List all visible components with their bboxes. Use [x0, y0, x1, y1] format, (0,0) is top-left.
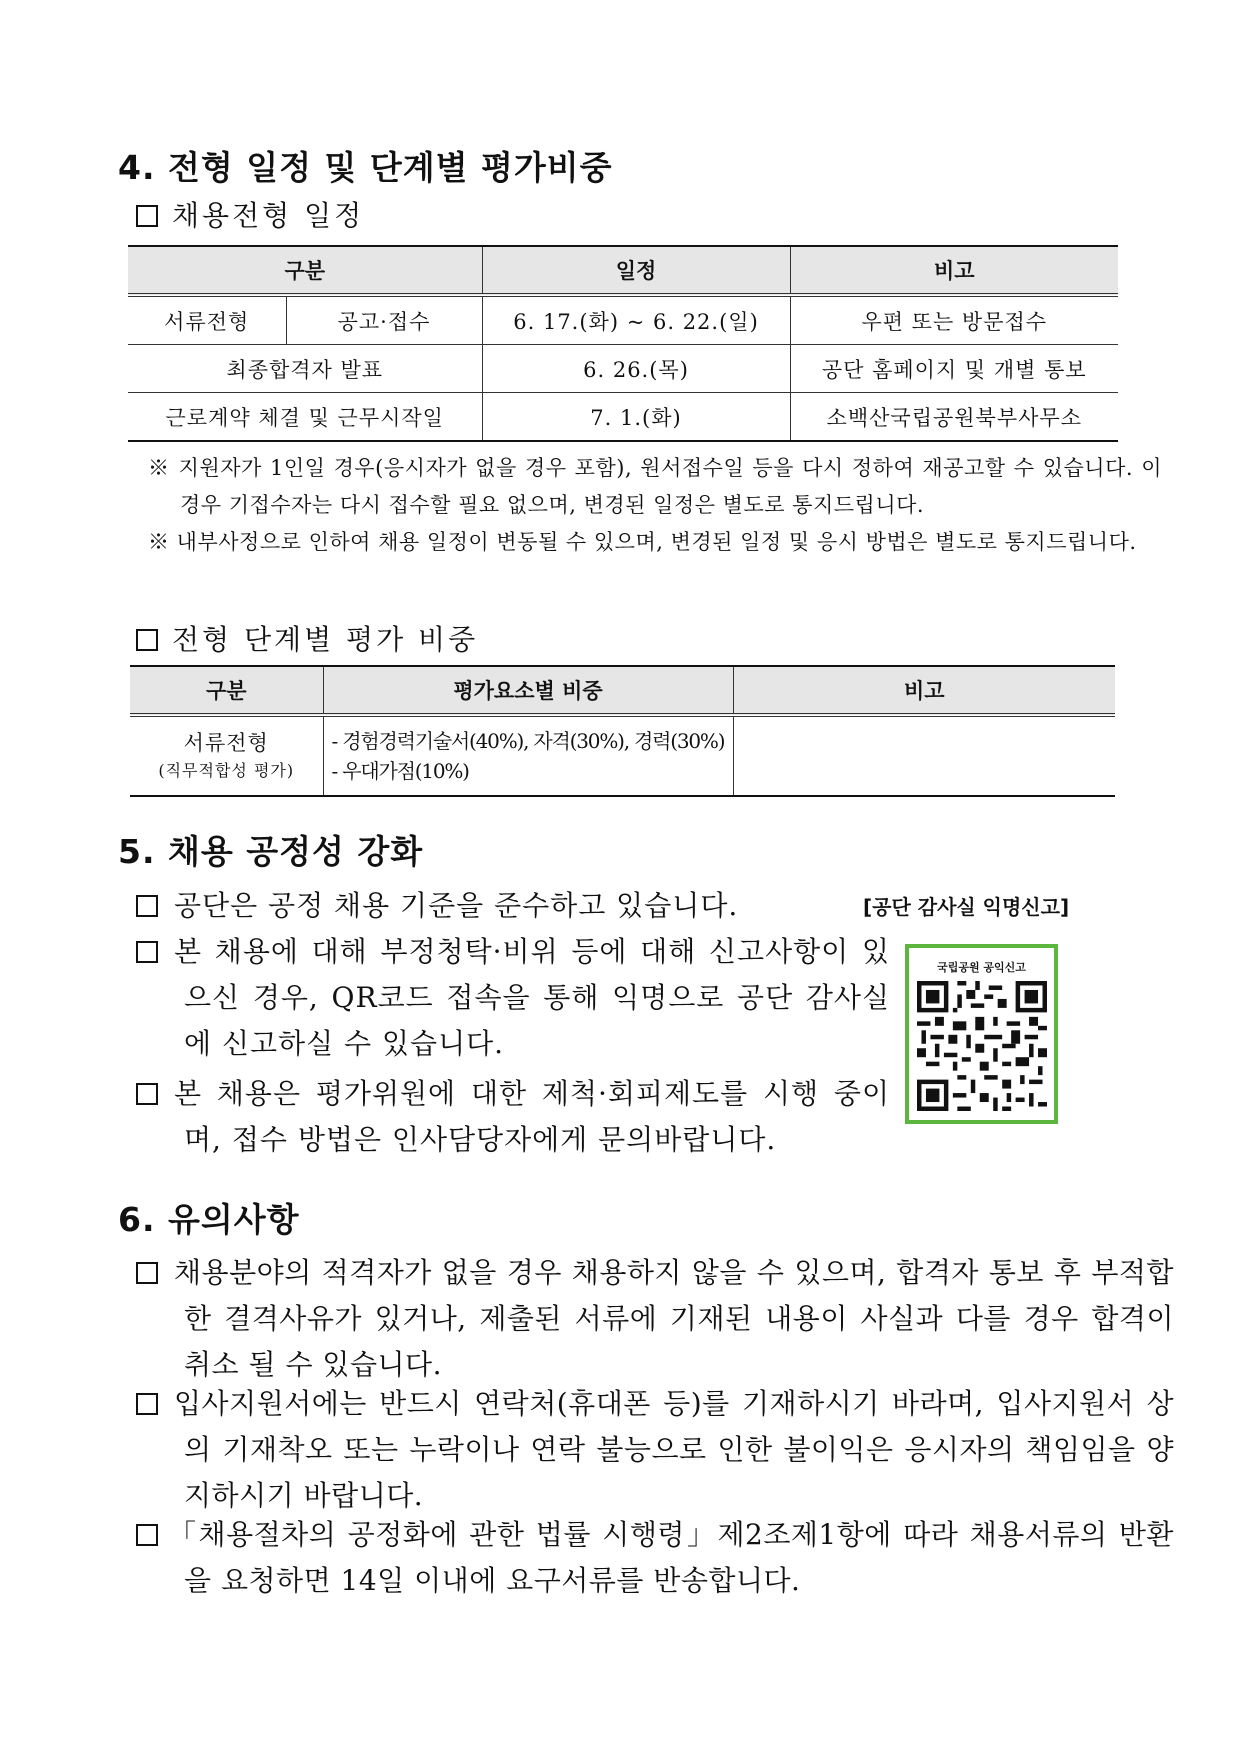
list-item-text: 채용분야의 적격자가 없을 경우 채용하지 않을 수 있으며, 합격자 통보 후 부적합한 결격사유가 있거나, 제출된 서류에 기재된 내용이 사실과 다를 경우 합격이 취소 될 수 있습니다.	[174, 1256, 1174, 1381]
list-item-text: 공단은 공정 채용 기준을 준수하고 있습니다.	[174, 889, 739, 922]
qr-label: [공단 감사실 익명신고]	[863, 895, 1070, 919]
weight-item: - 우대가점(10%)	[331, 759, 469, 783]
checkbox-icon	[136, 1524, 158, 1546]
table-cell	[733, 715, 1115, 796]
qr-report-card[interactable]	[905, 944, 1058, 1124]
list-item	[136, 1071, 890, 1163]
note-1: ※ 지원자가 1인일 경우(응시자가 없을 경우 포함), 원서접수일 등을 다시 정하여 재공고할 수 있습니다. 이 경우 기접수자는 다시 접수할 필요 없으며, 변경된 일정은 별도로 통지드립니다.	[148, 456, 1162, 517]
section-6-title: 6. 유의사항	[118, 1200, 300, 1239]
stage-label: 서류전형	[183, 731, 269, 755]
list-item	[136, 1381, 1174, 1519]
table-cell: 우편 또는 방문접수	[790, 295, 1118, 345]
qr-code-icon[interactable]	[917, 981, 1047, 1111]
table-cell: 공단 홈페이지 및 개별 통보	[790, 345, 1118, 393]
table-cell	[130, 715, 323, 796]
header-cell: 비고	[733, 666, 1115, 715]
checkbox-icon	[136, 1262, 158, 1284]
list-item	[136, 1512, 1174, 1604]
list-item-text: 「채용절차의 공정화에 관한 법률 시행령」제2조제1항에 따라 채용서류의 반환을 요청하면 14일 이내에 요구서류를 반송합니다.	[166, 1518, 1174, 1597]
table-row	[128, 393, 1118, 442]
checkbox-icon	[136, 941, 158, 963]
schedule-heading-text: 채용전형 일정	[172, 199, 365, 232]
header-cell: 구분	[130, 666, 323, 715]
header-cell: 일정	[482, 246, 790, 295]
table-cell: 서류전형	[128, 295, 286, 345]
table-cell: 6. 26.(목)	[482, 345, 790, 393]
table-cell: 7. 1.(화)	[482, 393, 790, 442]
stage-detail: (직무적합성 평가)	[158, 761, 295, 780]
checkbox-icon	[136, 1393, 158, 1415]
checkbox-icon	[136, 629, 158, 651]
table-cell	[323, 715, 733, 796]
list-item	[136, 929, 890, 1067]
table-cell: 공고·접수	[286, 295, 482, 345]
list-item	[136, 883, 890, 929]
note-2: ※ 내부사정으로 인하여 채용 일정이 변동될 수 있으며, 변경된 일정 및 응시 방법은 별도로 통지드립니다.	[148, 530, 1137, 554]
table-row	[128, 345, 1118, 393]
qr-caption: 국립공원 공익신고	[937, 961, 1026, 974]
list-item-text: 입사지원서에는 반드시 연락처(휴대폰 등)를 기재하시기 바라며, 입사지원서 상의 기재착오 또는 누락이나 연락 불능으로 인한 불이익은 응시자의 책임임을 양지하시기 바랍니다.	[174, 1387, 1174, 1512]
checkbox-icon	[136, 1083, 158, 1105]
header-cell: 구분	[128, 246, 482, 295]
checkbox-icon	[136, 895, 158, 917]
weight-heading-text: 전형 단계별 평가 비중	[172, 623, 479, 656]
list-item-text: 본 채용은 평가위원에 대한 제척·회피제도를 시행 중이며, 접수 방법은 인사담당자에게 문의바랍니다.	[174, 1077, 890, 1156]
table-header-row	[128, 246, 1118, 295]
schedule-heading	[136, 194, 364, 234]
list-item	[136, 1250, 1174, 1388]
table-cell: 소백산국립공원북부사무소	[790, 393, 1118, 442]
table-cell: 6. 17.(화) ~ 6. 22.(일)	[482, 295, 790, 345]
table-header-row	[130, 666, 1115, 715]
header-cell: 비고	[790, 246, 1118, 295]
section-5-title: 5. 채용 공정성 강화	[118, 832, 424, 871]
weight-item: - 경험경력기술서(40%), 자격(30%), 경력(30%)	[331, 729, 725, 753]
schedule-table	[128, 245, 1118, 442]
table-cell: 최종합격자 발표	[128, 345, 482, 393]
table-row	[130, 715, 1115, 796]
table-row	[128, 295, 1118, 345]
section-4-title: 4. 전형 일정 및 단계별 평가비중	[118, 148, 613, 187]
weight-table	[130, 665, 1115, 797]
weight-heading	[136, 618, 478, 658]
table-cell: 근로계약 체결 및 근무시작일	[128, 393, 482, 442]
header-cell: 평가요소별 비중	[323, 666, 733, 715]
checkbox-icon	[136, 205, 158, 227]
list-item-text: 본 채용에 대해 부정청탁·비위 등에 대해 신고사항이 있으신 경우, QR코드 접속을 통해 익명으로 공단 감사실에 신고하실 수 있습니다.	[174, 935, 890, 1060]
